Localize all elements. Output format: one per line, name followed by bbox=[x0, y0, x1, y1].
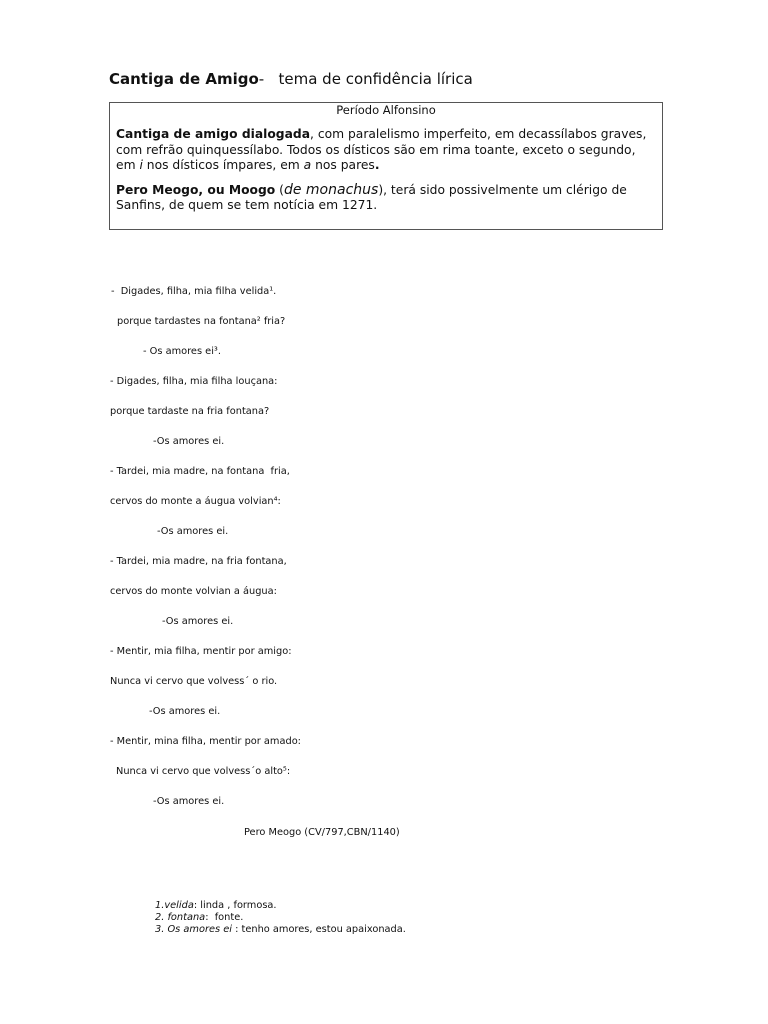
title-strong: Cantiga de Amigo bbox=[109, 70, 259, 88]
box-paragraph-2 bbox=[116, 183, 656, 214]
poem-line: - Digades, filha, mia filha louçana: bbox=[110, 376, 278, 387]
box-p1-c: nos pares bbox=[311, 158, 375, 172]
poem-line: -Os amores ei. bbox=[149, 706, 221, 717]
info-box bbox=[109, 102, 663, 230]
title-dash: - bbox=[258, 70, 265, 88]
poem-line: - Tardei, mia madre, na fontana fria, bbox=[110, 466, 290, 477]
poem-line: - Mentir, mia filha, mentir por amigo: bbox=[110, 646, 292, 657]
footnote-term: velida bbox=[164, 900, 194, 911]
box-p1-dot: . bbox=[374, 158, 380, 172]
poem-line: - Tardei, mia madre, na fria fontana, bbox=[110, 556, 287, 567]
poem-line: Nunca vi cervo que volvess´ o rio. bbox=[110, 676, 278, 687]
poem-line: - Os amores ei³. bbox=[143, 346, 221, 357]
box-p1-a: , com paralelismo imperfeito, em decassílabos graves, com refrão quinquessílabo. Todos os dísticos são em rima toante, exceto o segundo, em bbox=[116, 127, 647, 172]
poem-line: -Os amores ei. bbox=[157, 526, 229, 537]
footnote-number: 2. bbox=[155, 912, 168, 923]
poem-line: - Digades, filha, mia filha velida¹. bbox=[111, 286, 277, 297]
poem-attribution: Pero Meogo (CV/797,CBN/1140) bbox=[244, 827, 400, 838]
box-heading: Período Alfonsino bbox=[336, 103, 436, 117]
box-p2-close: ), terá sido possivelmente um clérigo de Sanfins, de quem se tem notícia em 1271. bbox=[116, 182, 627, 212]
box-p1-b: nos dísticos ímpares, em bbox=[142, 158, 304, 172]
box-paragraph-1 bbox=[116, 127, 656, 174]
poem-line: -Os amores ei. bbox=[153, 796, 225, 807]
poem-line: porque tardaste na fria fontana? bbox=[110, 406, 270, 417]
footnote-number: 1. bbox=[155, 900, 165, 911]
box-p2-italic: de monachus bbox=[283, 181, 379, 198]
footnote bbox=[155, 924, 406, 936]
poem-line: cervos do monte a áugua volvian⁴: bbox=[110, 496, 281, 507]
box-p1-a2: a bbox=[303, 158, 312, 172]
poem-line: Nunca vi cervo que volvess´o alto⁵: bbox=[116, 766, 291, 777]
box-p2-bold: Pero Meogo, ou Moogo bbox=[116, 182, 276, 197]
box-p1-i: i bbox=[139, 158, 143, 172]
footnote bbox=[155, 912, 406, 924]
footnote bbox=[155, 900, 406, 912]
poem-line: porque tardastes na fontana² fria? bbox=[117, 316, 286, 327]
footnote-term: Os amores ei bbox=[167, 924, 232, 935]
footnote-term: fontana bbox=[167, 912, 206, 923]
box-p2-open: ( bbox=[275, 182, 284, 197]
footnote-definition: : tenho amores, estou apaixonada. bbox=[231, 924, 406, 935]
footnote-definition: : linda , formosa. bbox=[193, 900, 277, 911]
page-title bbox=[109, 70, 473, 88]
poem-line: - Mentir, mina filha, mentir por amado: bbox=[110, 736, 301, 747]
footnote-definition: : fonte. bbox=[205, 912, 244, 923]
footnotes bbox=[155, 900, 406, 936]
title-rest: tema de confidência lírica bbox=[278, 70, 473, 88]
box-p1-bold: Cantiga de amigo dialogada bbox=[116, 127, 311, 141]
poem-line: -Os amores ei. bbox=[153, 436, 225, 447]
poem-line: cervos do monte volvian a áugua: bbox=[110, 586, 277, 597]
poem-line: -Os amores ei. bbox=[162, 616, 234, 627]
footnote-number: 3. bbox=[155, 924, 168, 935]
